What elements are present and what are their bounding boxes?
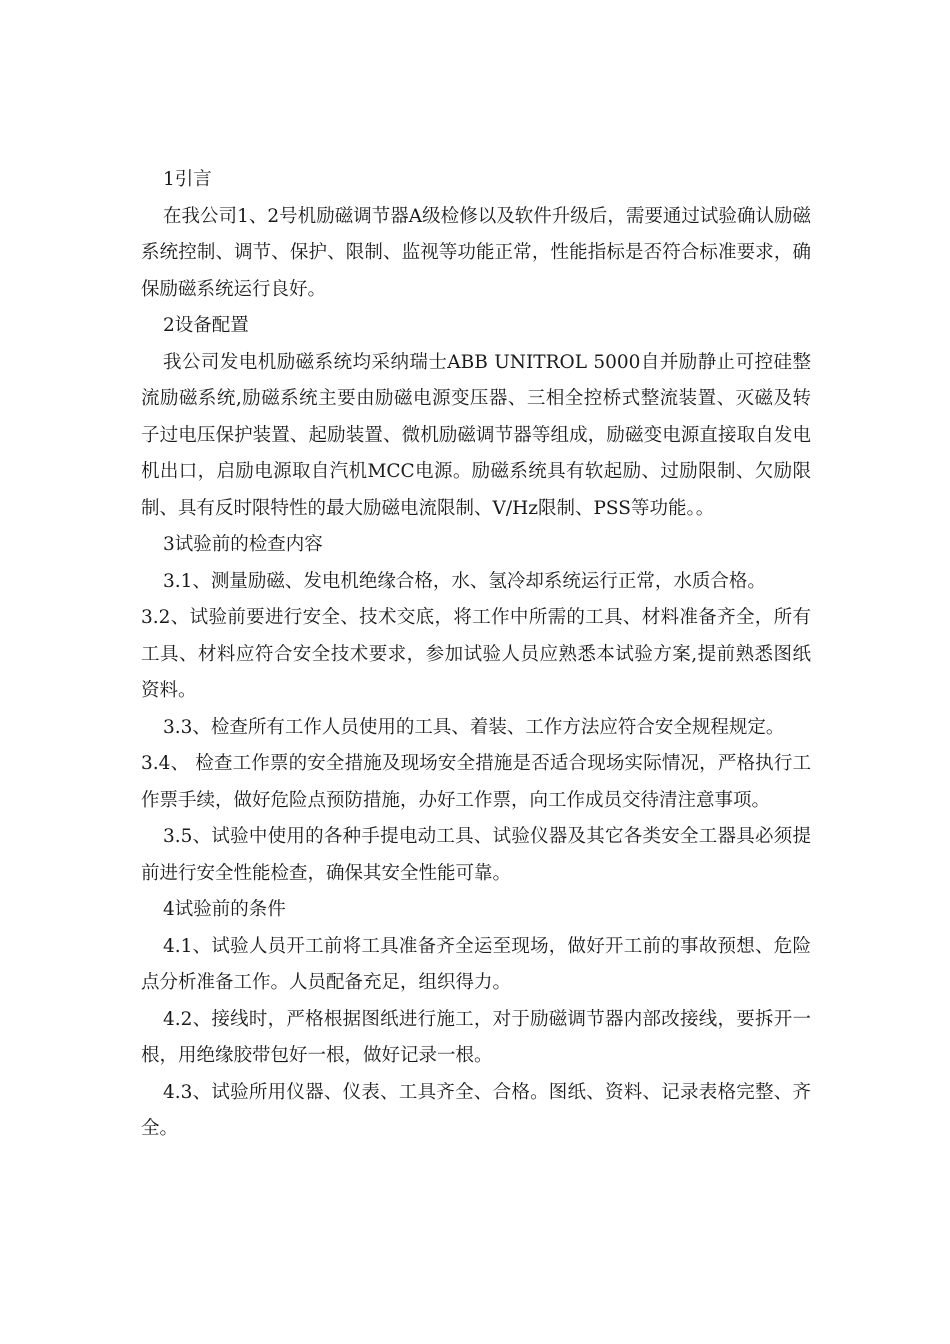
check-item-3-1: 3.1、测量励磁、发电机绝缘合格，水、氢冷却系统运行正常，水质合格。	[163, 570, 766, 592]
check-item-3-2: 3.2、试验前要进行安全、技术交底，将工作中所需的工具、材料准备齐全，所有工具、材料应符合安全技术要求，参加试验人员应熟悉本试验方案,提前熟悉图纸资料。	[141, 607, 811, 701]
document-body	[141, 162, 811, 1148]
equipment-paragraph: 我公司发电机励磁系统均采纳瑞士ABB UNITROL 5000自并励静止可控硅整流励磁系统,励磁系统主要由励磁电源变压器、三相全控桥式整流装置、灭磁及转子过电压保护装置、起励装置、微机励磁调节器等组成，励磁变电源直接取自发电机出口，启励电源取自汽机MCC电源。励磁系统具有软起励、过励限制、欠励限制、具有反时限特性的最大励磁电流限制、V/Hz限制、PSS等功能。。	[141, 351, 811, 519]
condition-item-4-1: 4.1、试验人员开工前将工具准备齐全运至现场，做好开工前的事故预想、危险点分析准备工作。人员配备充足，组织得力。	[141, 935, 811, 993]
condition-item-4-3: 4.3、试验所用仪器、仪表、工具齐全、合格。图纸、资料、记录表格完整、齐全。	[141, 1081, 811, 1139]
intro-paragraph: 在我公司1、2号机励磁调节器A级检修以及软件升级后，需要通过试验确认励磁系统控制、调节、保护、限制、监视等功能正常，性能指标是否符合标准要求，确保励磁系统运行良好。	[141, 205, 811, 300]
section-heading-pre-test-checks: 3试验前的检查内容	[163, 534, 323, 555]
check-item-3-5: 3.5、试验中使用的各种手提电动工具、试验仪器及其它各类安全工器具必须提前进行安全性能检查，确保其安全性能可靠。	[141, 826, 811, 884]
section-heading-pre-test-conditions: 4试验前的条件	[163, 899, 286, 920]
condition-item-4-2: 4.2、接线时，严格根据图纸进行施工，对于励磁调节器内部改接线，要拆开一根，用绝缘胶带包好一根，做好记录一根。	[141, 1008, 811, 1066]
section-heading-equipment: 2设备配置	[163, 315, 249, 336]
section-heading-intro: 1引言	[163, 169, 212, 190]
check-item-3-4: 3.4、 检查工作票的安全措施及现场安全措施是否适合现场实际情况，严格执行工作票手续，做好危险点预防措施，办好工作票，向工作成员交待清注意事项。	[141, 753, 811, 811]
check-item-3-3: 3.3、检查所有工作人员使用的工具、着装、工作方法应符合安全规程规定。	[163, 716, 785, 738]
